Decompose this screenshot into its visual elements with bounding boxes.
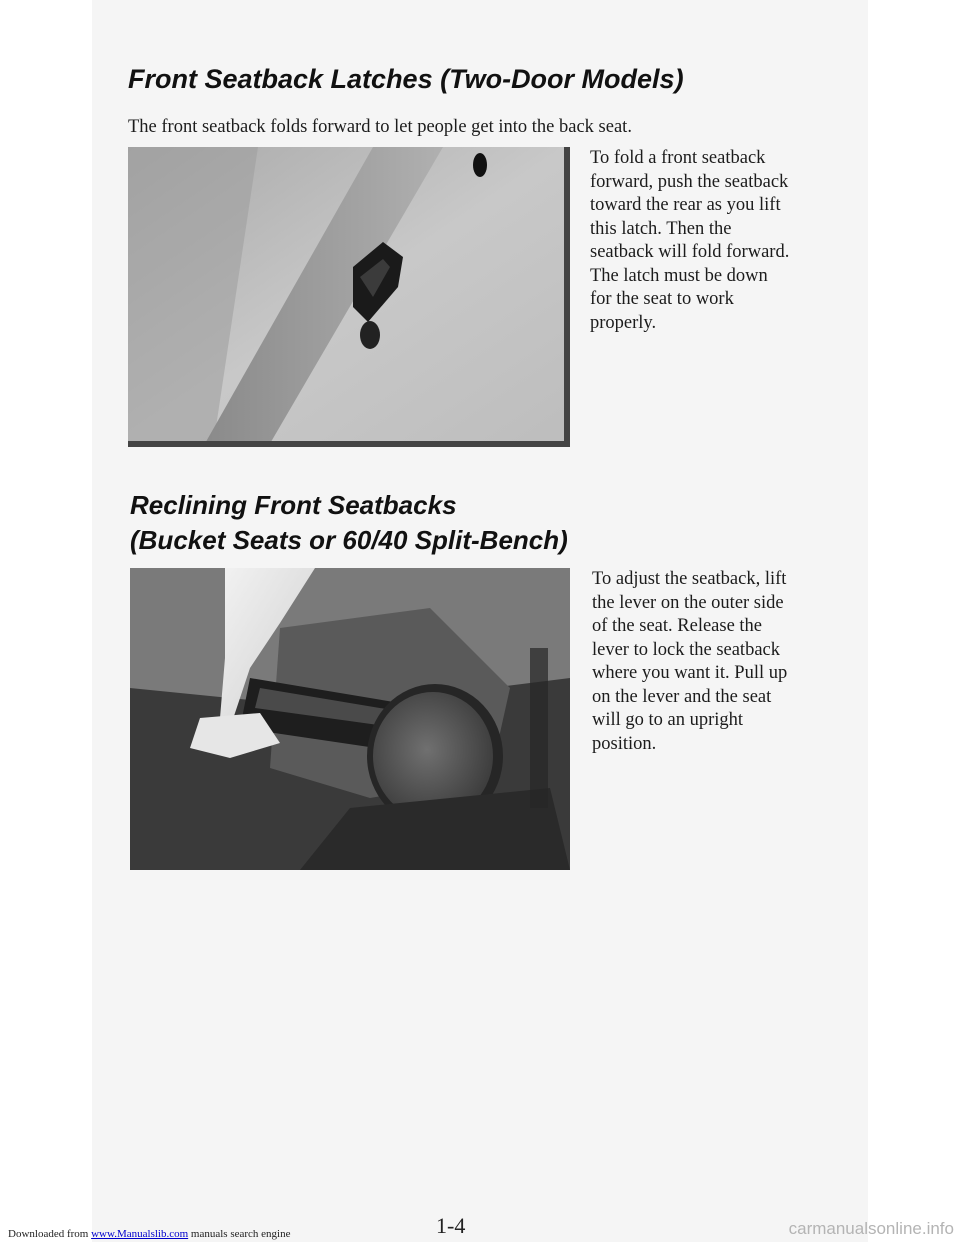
latch-instruction: To fold a front seatback forward, push the seatback toward the rear as you lift this latch. Then the seatback will fold forward. The latch must be down for the seat to work properly. bbox=[590, 148, 790, 333]
reclining-lever-photo bbox=[130, 568, 570, 870]
download-source-line bbox=[8, 1228, 290, 1240]
reclining-lever-image bbox=[130, 568, 570, 870]
section-title-seatback-latches: Front Seatback Latches (Two-Door Models) bbox=[128, 64, 684, 94]
section-intro: The front seatback folds forward to let people get into the back seat. bbox=[128, 117, 632, 137]
reclining-instruction: To adjust the seatback, lift the lever on the outer side of the seat. Release the lever to lock the seatback where you want it. Pull up on the lever and the seat will go to an upright position. bbox=[592, 569, 788, 754]
watermark: carmanualsonline.info bbox=[788, 1219, 954, 1238]
seatback-latch-photo bbox=[128, 147, 570, 447]
seatback-latch-image bbox=[128, 147, 570, 447]
download-suffix: manuals search engine bbox=[190, 1228, 291, 1240]
download-prefix: Downloaded from bbox=[8, 1228, 89, 1240]
section-title-reclining-line2: (Bucket Seats or 60/40 Split-Bench) bbox=[130, 525, 568, 555]
manualslib-link[interactable]: www.Manualslib.com bbox=[91, 1228, 189, 1240]
page-number: 1-4 bbox=[436, 1213, 466, 1238]
section-title-reclining-line1: Reclining Front Seatbacks bbox=[130, 490, 457, 520]
